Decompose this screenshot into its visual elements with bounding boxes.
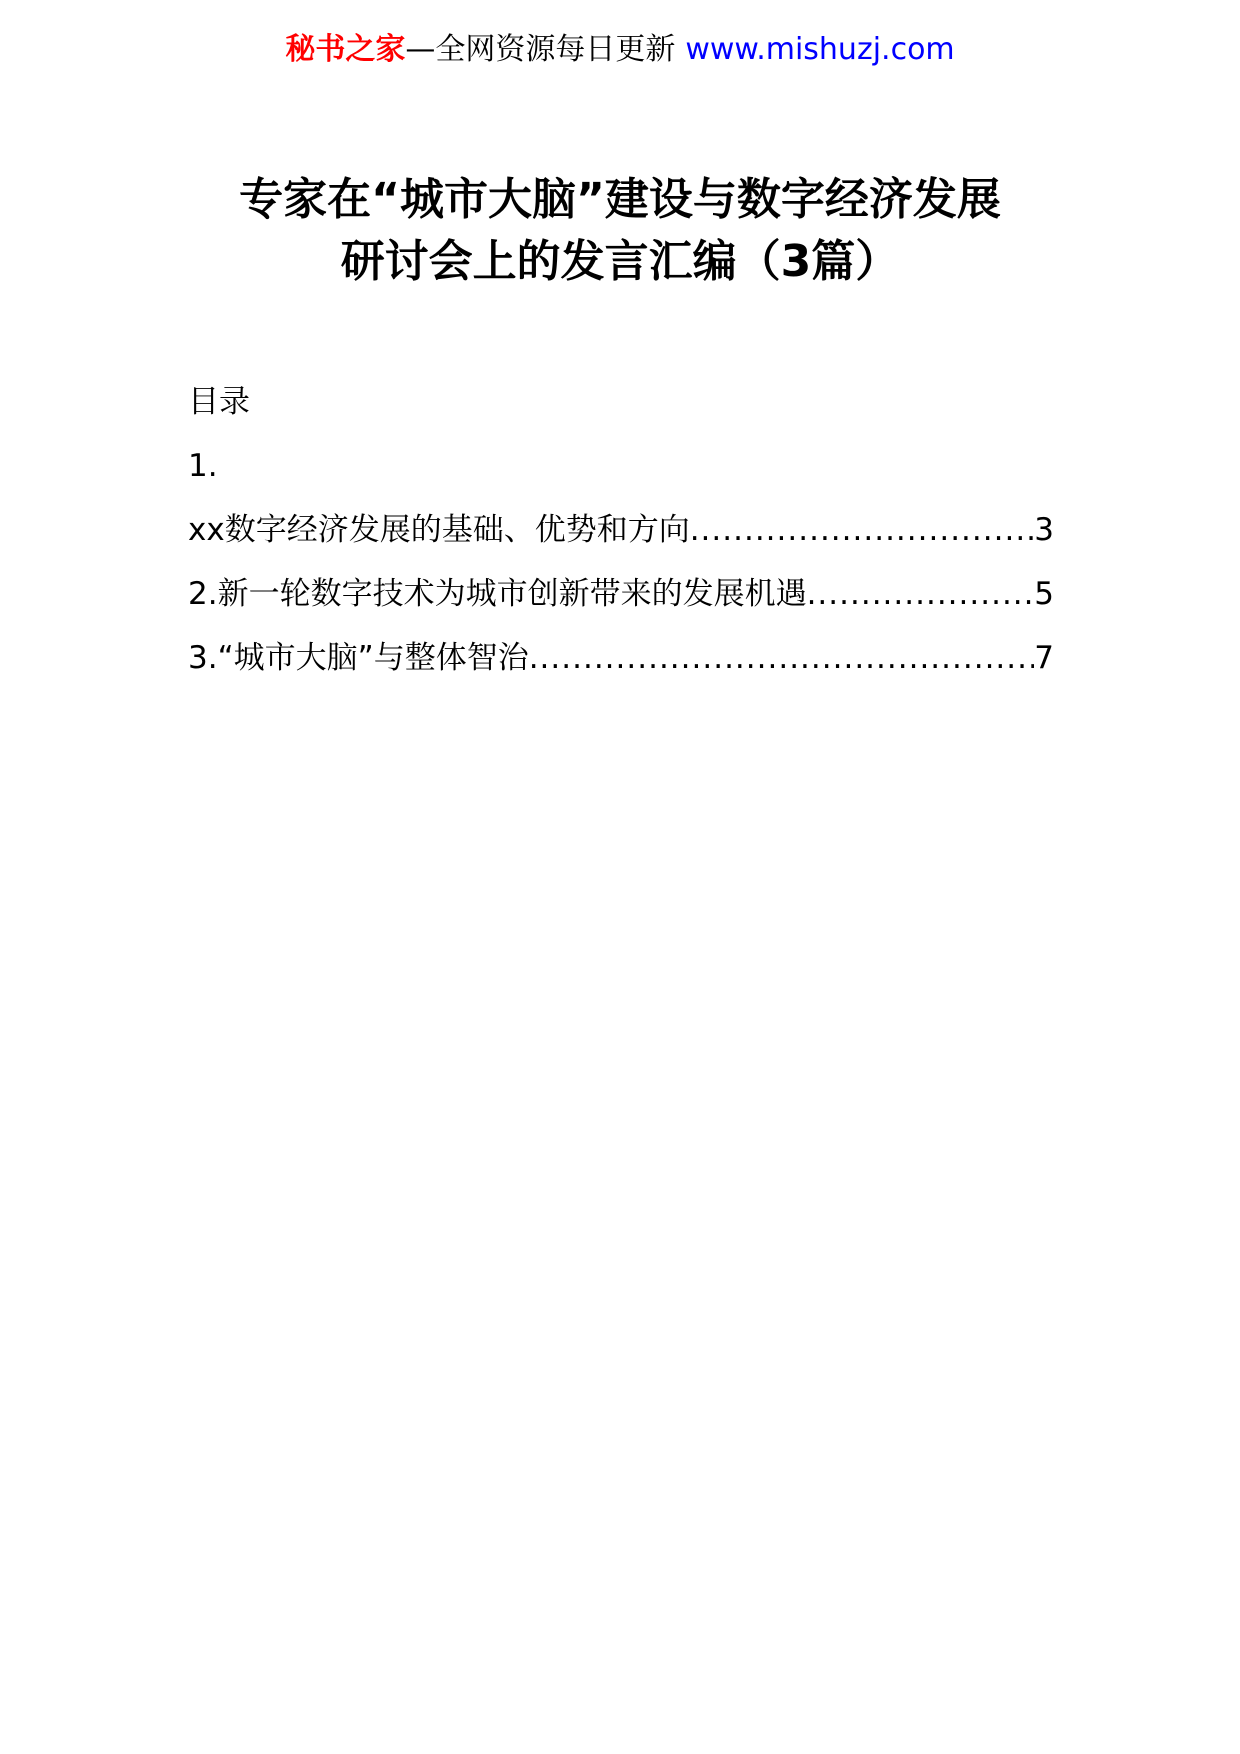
toc-item-1-number: 1. (188, 448, 218, 484)
document-title-line-1: 专家在“城市大脑”建设与数字经济发展 (239, 174, 1001, 225)
toc-entry-page: 3 (1034, 512, 1054, 548)
site-header (0, 30, 1240, 70)
toc-entry-2[interactable] (188, 562, 1054, 626)
site-url-link[interactable]: www.mishuzj.com (685, 32, 955, 67)
header-tagline: —全网资源每日更新 (405, 32, 676, 67)
toc-entry-page: 7 (1034, 640, 1054, 676)
toc-entry-title: 3.“城市大脑”与整体智治 (188, 640, 529, 676)
toc-entry-page: 5 (1034, 576, 1054, 612)
toc-entry-1[interactable] (188, 498, 1054, 562)
toc-entry-title: xx数字经济发展的基础、优势和方向 (188, 512, 690, 548)
toc-leader-dots (690, 498, 1035, 562)
toc-entry-3[interactable] (188, 626, 1054, 690)
toc-leader-dots (529, 626, 1035, 690)
toc-leader-dots (807, 562, 1035, 626)
brand-name: 秘书之家 (285, 32, 406, 67)
toc-heading: 目录 (188, 384, 250, 420)
document-title-line-2: 研讨会上的发言汇编（3篇） (340, 236, 900, 287)
toc-entry-title: 2.新一轮数字技术为城市创新带来的发展机遇 (188, 576, 807, 612)
table-of-contents (188, 370, 1054, 690)
